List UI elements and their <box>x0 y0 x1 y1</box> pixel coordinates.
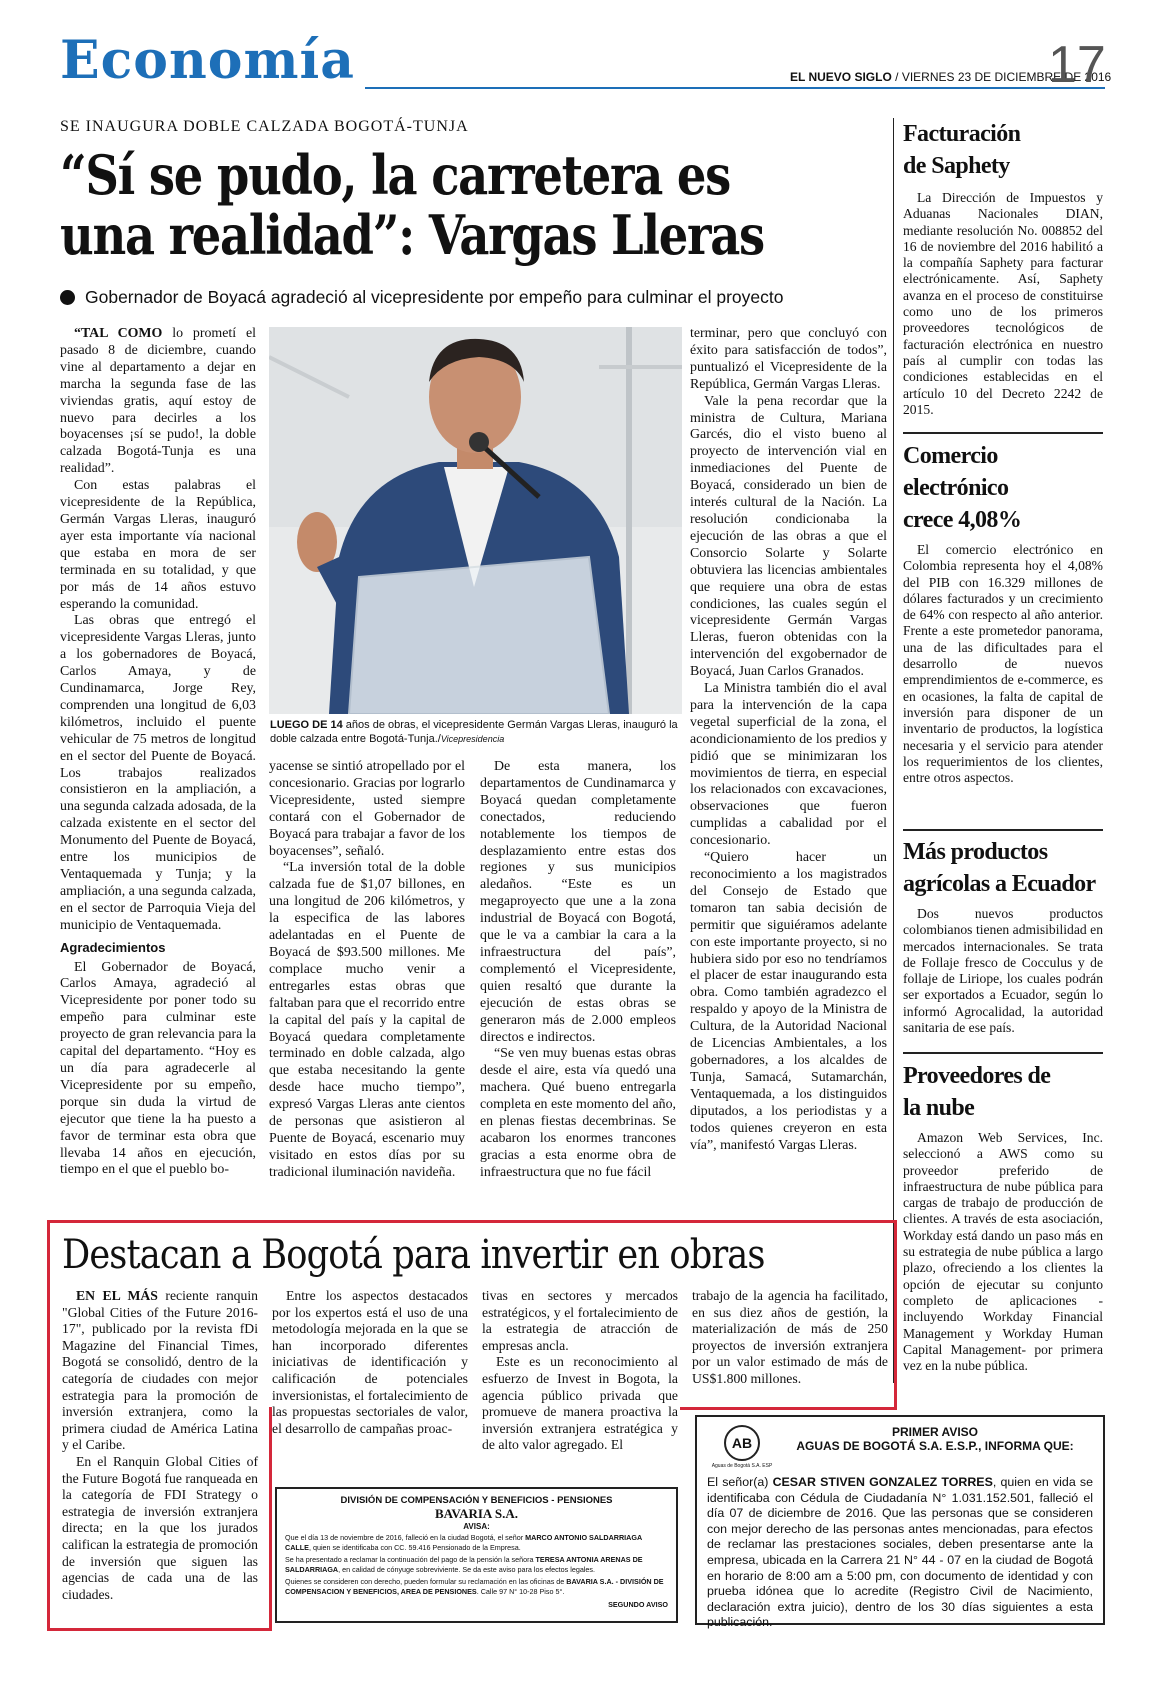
second-column-4 <box>692 1288 888 1388</box>
notice-text-2 <box>285 1555 668 1574</box>
lead-text: lo prometí el pasado 8 de diciembre, cuando vine al departamento a dejar en marcha la segunda fase de las viviendas gratis, aquí estoy de nuevo para decirles a los boyacenses ¡sí se pudo!, la doble calzada Bogotá-Tunja es una realidad”. <box>60 326 257 477</box>
section-title: Economía <box>60 30 355 91</box>
paragraph: Este es un reconocimiento al esfuerzo de Invest in Bogota, la agencia público privada que promueve de manera proactiva la inversión extranjera estratégica y de alto valor agregado. El <box>482 1354 678 1453</box>
brief-body <box>903 1130 1103 1374</box>
brief-separator <box>903 432 1103 434</box>
notice-name: CESAR STIVEN GONZALEZ TORRES <box>772 1475 993 1489</box>
dateline-separator: / <box>891 70 902 84</box>
ab-logo-icon: AB <box>724 1425 760 1461</box>
sidebar-brief-4 <box>903 1060 1103 1374</box>
notice-name: MARCO ANTONIO SALDARRIAGA CALLE <box>285 1533 642 1552</box>
second-column-1 <box>62 1288 258 1603</box>
notice-name: TERESA ANTONIA ARENAS DE SALDARRIAGA <box>285 1555 643 1574</box>
legal-notice-aguas <box>695 1415 1105 1630</box>
subhead-text: Gobernador de Boyacá agradeció al vicepresidente por empeño para culminar el proyecto <box>85 287 784 307</box>
paragraph: tivas en sectores y mercados estratégicos, y el fortalecimiento de la estrategia de atracción de empresas ancla. <box>482 1288 678 1353</box>
lead-caps: “TAL COMO <box>74 326 163 341</box>
notice-part: , en calidad de cónyuge sobreviviente. Se da este aviso para los efectos legales. <box>338 1564 596 1574</box>
paragraph: El Gobernador de Boyacá, Carlos Amaya, agradeció al Vicepresidente por poner todo su empeño para culminar este proyecto de gran relevancia para la capital del departamento. “Hoy es un día para agradecerle al Vicepresidente por su empeño, porque sin duda la virtud de ejecutor que tiene la ha puesto a favor de terminar esta obra que llevaba 14 años en ejecución, tiempo en el que el pueblo bo- <box>60 959 256 1178</box>
sidebar-brief-1 <box>903 118 1103 418</box>
publication-name: EL NUEVO SIGLO <box>790 70 892 84</box>
paragraph: trabajo de la agencia ha facilitado, en sus diez años de gestión, la materialización de más de 250 proyectos de inversión extranjera por un valor estimado de más de US$1.800 millones. <box>692 1288 888 1386</box>
issue-date: VIERNES 23 DE DICIEMBRE DE 2016 <box>901 70 1112 84</box>
section-subtitle: Agradecimientos <box>60 939 166 955</box>
photo-caption <box>270 718 685 746</box>
notice-name: BAVARIA S.A. - DIVISIÓN DE COMPENSACION Y BENEFICIOS, AREA DE PENSIONES <box>285 1577 664 1596</box>
paragraph: “La inversión total de la doble calzada fue de $1,07 billones, en una longitud de 206 kilómetros, y la especifica de las labores adelantadas en el Puente de Boyacá de $93.500 millones. Me complace mucho venir a entregarles estas obras que faltaban para que el recorrido entre la capital del país y la capital de Boyacá quedara completamente terminado en doble calzada, algo que estaba necesitando la gente desde hace mucho tiempo”, expresó Vargas Lleras ante cientos de personas que asistieron al Puente de Boyacá, escenario muy visitado en estos días por su tradicional iluminación navideña. <box>269 860 465 1180</box>
second-column-3 <box>482 1288 678 1454</box>
notice-part: . Calle 97 N° 10-28 Piso 5°. <box>476 1586 565 1596</box>
sidebar-brief-2 <box>903 440 1103 786</box>
subhead <box>60 287 783 308</box>
brief-title: Comercio electrónico crece 4,08% <box>903 443 1022 533</box>
notice-company: BAVARIA S.A. <box>435 1506 518 1521</box>
speaker-illustration <box>269 327 682 714</box>
logo-caption: Aguas de Bogotá S.A. ESP <box>711 1463 773 1469</box>
paragraph: De esta manera, los departamentos de Cundinamarca y Boyacá quedan completamente conectados, reduciendo notablemente los tiempos de desplazamiento entre estas dos regiones y sus municipios aledaños. “Este es un megaproyecto que une a la zona industrial de Boyacá con Bogotá, que le va a cambiar la cara a la infraestructura del país”, complementó el Vicepresidente, quien resaltó que durante la ejecución de estas obras se generaron más de 2.000 empleos directos e indirectos. <box>480 759 676 1045</box>
header-rule <box>365 87 1105 89</box>
second-headline: Destacan a Bogotá para invertir en obras <box>62 1232 765 1278</box>
caption-text: años de obras, el vicepresidente Germán Vargas Lleras, inauguró la doble calzada entre Bogotá-Tunja./ <box>270 719 678 745</box>
notice-avisa: AVISA: <box>463 1522 490 1531</box>
brief-text: Dos nuevos productos colombianos tienen admisibilidad en mercados internacionales. Se trata de Follaje fresco de Cocculus y de follaje de Liriope, los cuales podrán ser exportados a Ecuador, según lo informó Agrocalidad, la autoridad sanitaria de ese país. <box>903 906 1103 1036</box>
lead-paragraph <box>60 326 256 478</box>
main-headline: “Sí se pudo, la carretera es una realidad”: Vargas Lleras <box>60 143 764 267</box>
page-number: 17 <box>1048 36 1106 94</box>
article-column-2 <box>269 759 465 1182</box>
paragraph: yacense se sintió atropellado por el concesionario. Gracias por lograrlo Vicepresidente, usted siempre contará con el Gobernador de Boyacá para trabajar a favor de los boyacenses”, señaló. <box>269 759 465 859</box>
notice-body <box>707 1475 1093 1631</box>
paragraph: La Ministra también dio el aval para la intervención de la capa vegetal superficial de la zona, el acondicionamiento de los predios y pidió que se minimizaran los movimientos de tierra, en especial los relacionados con excavaciones, observaciones que fueron cumplidas a cabalidad por el concesionario. <box>690 681 887 849</box>
brief-title: Más productos agrícolas a Ecuador <box>903 839 1096 897</box>
article-column-4 <box>690 326 887 1154</box>
notice-part: Se ha presentado a reclamar la continuación del pago de la pensión la señora <box>285 1555 536 1564</box>
bullet-icon <box>60 290 75 305</box>
paragraph: En el Ranquin Global Cities of the Future Bogotá fue ranqueada en la categoría de FDI Strategy o estrategia de inversión extranjera directa; en la que los jurados califican la estrategia de promoción de inversión que siguen las agencias de cada una de las ciudades. <box>62 1453 258 1602</box>
lead-paragraph <box>62 1288 258 1454</box>
notice-division: DIVISIÓN DE COMPENSACIÓN Y BENEFICIOS - PENSIONES <box>340 1495 613 1506</box>
paragraph: Con estas palabras el vicepresidente de la República, Germán Vargas Lleras, inauguró ayer esta importante vía nacional que estaba en mora de ser terminada en su totalidad, y que por más de 14 años estuvo esperando la comunidad. <box>60 478 256 612</box>
brief-text: Amazon Web Services, Inc. seleccionó a AWS como su proveedor preferido de infraestructura de nube pública para cargas de trabajo de producción de clientes. A través de esta asociación, Workday está dando un paso más en su estrategia de nube pública a largo plazo, ofreciendo a los clientes la opción de ejecutar su conjunto completo de aplicaciones -incluyendo Workday Financial Management y Workday Human Capital Management- por primera vez en la nube pública. <box>903 1130 1103 1374</box>
kicker: SE INAUGURA DOBLE CALZADA BOGOTÁ-TUNJA <box>60 118 469 135</box>
brief-text: La Dirección de Impuestos y Aduanas Nacionales DIAN, mediante resolución No. 008852 del 16 de noviembre del 2016 habilitó a la compañía Saphety para facturar electrónicamente. Así, Saphety avanza en el proceso de constituirse como uno de los primeros proveedores tecnológicos de facturación electrónica en nuestro país al cumplir con todas las condiciones establecidas en el artículo 10 del Decreto 2242 de 2015. <box>903 190 1103 417</box>
article-photo <box>269 327 682 714</box>
lead-caps: EN EL MÁS <box>76 1288 158 1303</box>
paragraph: Las obras que entregó el vicepresidente Vargas Lleras, junto a los gobernadores de Boyacá, Carlos Amaya, y de Cundinamarca, Jorge Rey, comprenden una longitud de 6,03 kilómetros, incluido el puente vehicular de 75 metros de longitud en el sector del Puente de Boyacá. Los trabajos realizados consistieron en la ampliación, a una segunda calzada adosada, de la calzada existente en el sector del Monumento del Puente de Boyacá, entre los municipios de Ventaquemada y Tunja; y la ampliación, a una segunda calzada, en el sector de Parroquia Vieja del municipio de Ventaquemada. <box>60 613 256 933</box>
brief-separator <box>903 1052 1103 1054</box>
brief-title: Proveedores de la nube <box>903 1063 1051 1121</box>
second-column-2 <box>272 1288 468 1437</box>
paragraph: “Quiero hacer un reconocimiento a los magistrados del Consejo de Estado que tomaron tan sabia decisión de permitir que siguiéramos adelante con este importante proyecto, si no hubiera sido por eso no tendríamos el placer de estar inaugurando esta obra. Como también agradezco el respaldo y apoyo de la Ministra de Cultura, de la Autoridad Nacional de Licencias Ambientales, a los gobernadores, a los alcaldes de Tunja, Samacá, Sutamarchán, Ventaquemada, a los distinguidos diputados, a los periodistas y a todos quienes creyeron en esta vía”, manifestó Vargas Lleras. <box>690 850 887 1153</box>
photo-credit: Vicepresidencia <box>440 734 505 744</box>
brief-body <box>903 542 1103 786</box>
paragraph: Vale la pena recordar que la ministra de Cultura, Mariana Garcés, dio el visto bueno al proyecto de intervención vial en inmediaciones del Puente de Boyacá, considerado un bien de interés cultural de la Nación. La resolución condicionaba la ejecución de las obras a que el Consorcio Solarte y Solarte obtuviera las licencias ambientales que requiere una obra de estas condiciones, las cuales según el vicepresidente Germán Vargas Lleras, fueron obtenidas con la intervención del exgobernador de Boyacá, Juan Carlos Granados. <box>690 393 887 680</box>
notice-part: El señor(a) <box>707 1475 773 1489</box>
brief-body <box>903 906 1103 1036</box>
notice-titles <box>777 1425 1093 1453</box>
notice-part: Quienes se consideren con derecho, pueden formular su reclamación en las oficinas de <box>285 1577 567 1586</box>
paragraph: terminar, pero que concluyó con éxito para satisfacción de todos”, puntualizó el Vicepresidente de la República, Germán Vargas Lleras. <box>690 326 887 392</box>
notice-footer: SEGUNDO AVISO <box>608 1600 668 1609</box>
notice-part: , quien en vida se identificaba con Cédula de Ciudadanía N° 1.031.152.501, falleció el día 07 de diciembre de 2016. Que las personas que se consideren con mejor derecho de las personas antes mencionadas, para efectos de reclamar las prestaciones sociales, deben presentarse ante la empresa, ubicada en la Carrera 21 N° 44 - 07 en la ciudad de Bogotá en horario de 8:00 am a 5:00 pm, con documento de identidad y con prueba idónea que lo acredite (Registro Civil de Nacimiento, declaración extra juicio), dentro de los 30 días siguientes a esta publicación. <box>707 1475 1093 1630</box>
paragraph: “Se ven muy buenas estas obras desde el aire, esta vía quedó una machera. Qué bueno entregarla completa en este momento del año, en plenas fiestas decembrinas. Se acabaron los enormes trancones gracias a esta enorme obra de infraestructura que no fue fácil <box>480 1046 676 1180</box>
brief-separator <box>903 829 1103 831</box>
sidebar-divider <box>893 118 894 1383</box>
legal-notice-bavaria <box>275 1487 678 1623</box>
notice-part: Que el día 13 de noviembre de 2016, falleció en la ciudad Bogotá, el señor <box>285 1533 526 1542</box>
sidebar-brief-3 <box>903 836 1103 1036</box>
caption-lead: LUEGO DE 14 <box>270 719 343 731</box>
company-logo <box>707 1425 777 1469</box>
paragraph: Entre los aspectos destacados por los expertos está el uso de una metodología mejorada en la que se han incorporado diferentes iniciativas de identificación y calificación de potenciales inversionistas, el fortalecimiento de las propuestas sectoriales de valor, el desarrollo de campañas proac- <box>272 1288 468 1436</box>
notice-header <box>707 1425 1093 1469</box>
article-column-1 <box>60 326 256 1179</box>
lead-text: reciente ranquin "Global Cities of the Future 2016-17", publicado por la revista fDi Magazine del Financial Times, Bogotá se consolidó, dentro de la categoría de ciudades con mejor estrategia para la promoción de inversión extranjera, como la primera ciudad de América Latina y el Caribe. <box>62 1288 258 1453</box>
notice-part: , quien se identificaba con CC. 59.416 Pensionado de la Empresa. <box>308 1542 521 1552</box>
brief-text: El comercio electrónico en Colombia representa hoy el 4,08% del PIB con 16.329 millones de dólares facturados y un crecimiento de 64% con respecto al año anterior. Frente a este prometedor panorama, una de las dificultades para el desarrollo de nuevos emprendimientos de e-commerce, es en ocasiones, la falta de capital de inversión para disponer de un inventario de productos, la logística necesaria y el servicio para atender los requerimientos de los clientes, entre otros aspectos. <box>903 542 1103 786</box>
brief-title: Facturación de Saphety <box>903 121 1021 179</box>
notice-text-1 <box>285 1533 668 1552</box>
brief-body <box>903 190 1103 418</box>
notice-first: PRIMER AVISO <box>891 1425 978 1439</box>
notice-text-3 <box>285 1577 668 1596</box>
highlight-box-step <box>680 1407 897 1410</box>
notice-title: AGUAS DE BOGOTÁ S.A. E.S.P., INFORMA QUE: <box>796 1439 1074 1453</box>
article-column-3 <box>480 759 676 1182</box>
